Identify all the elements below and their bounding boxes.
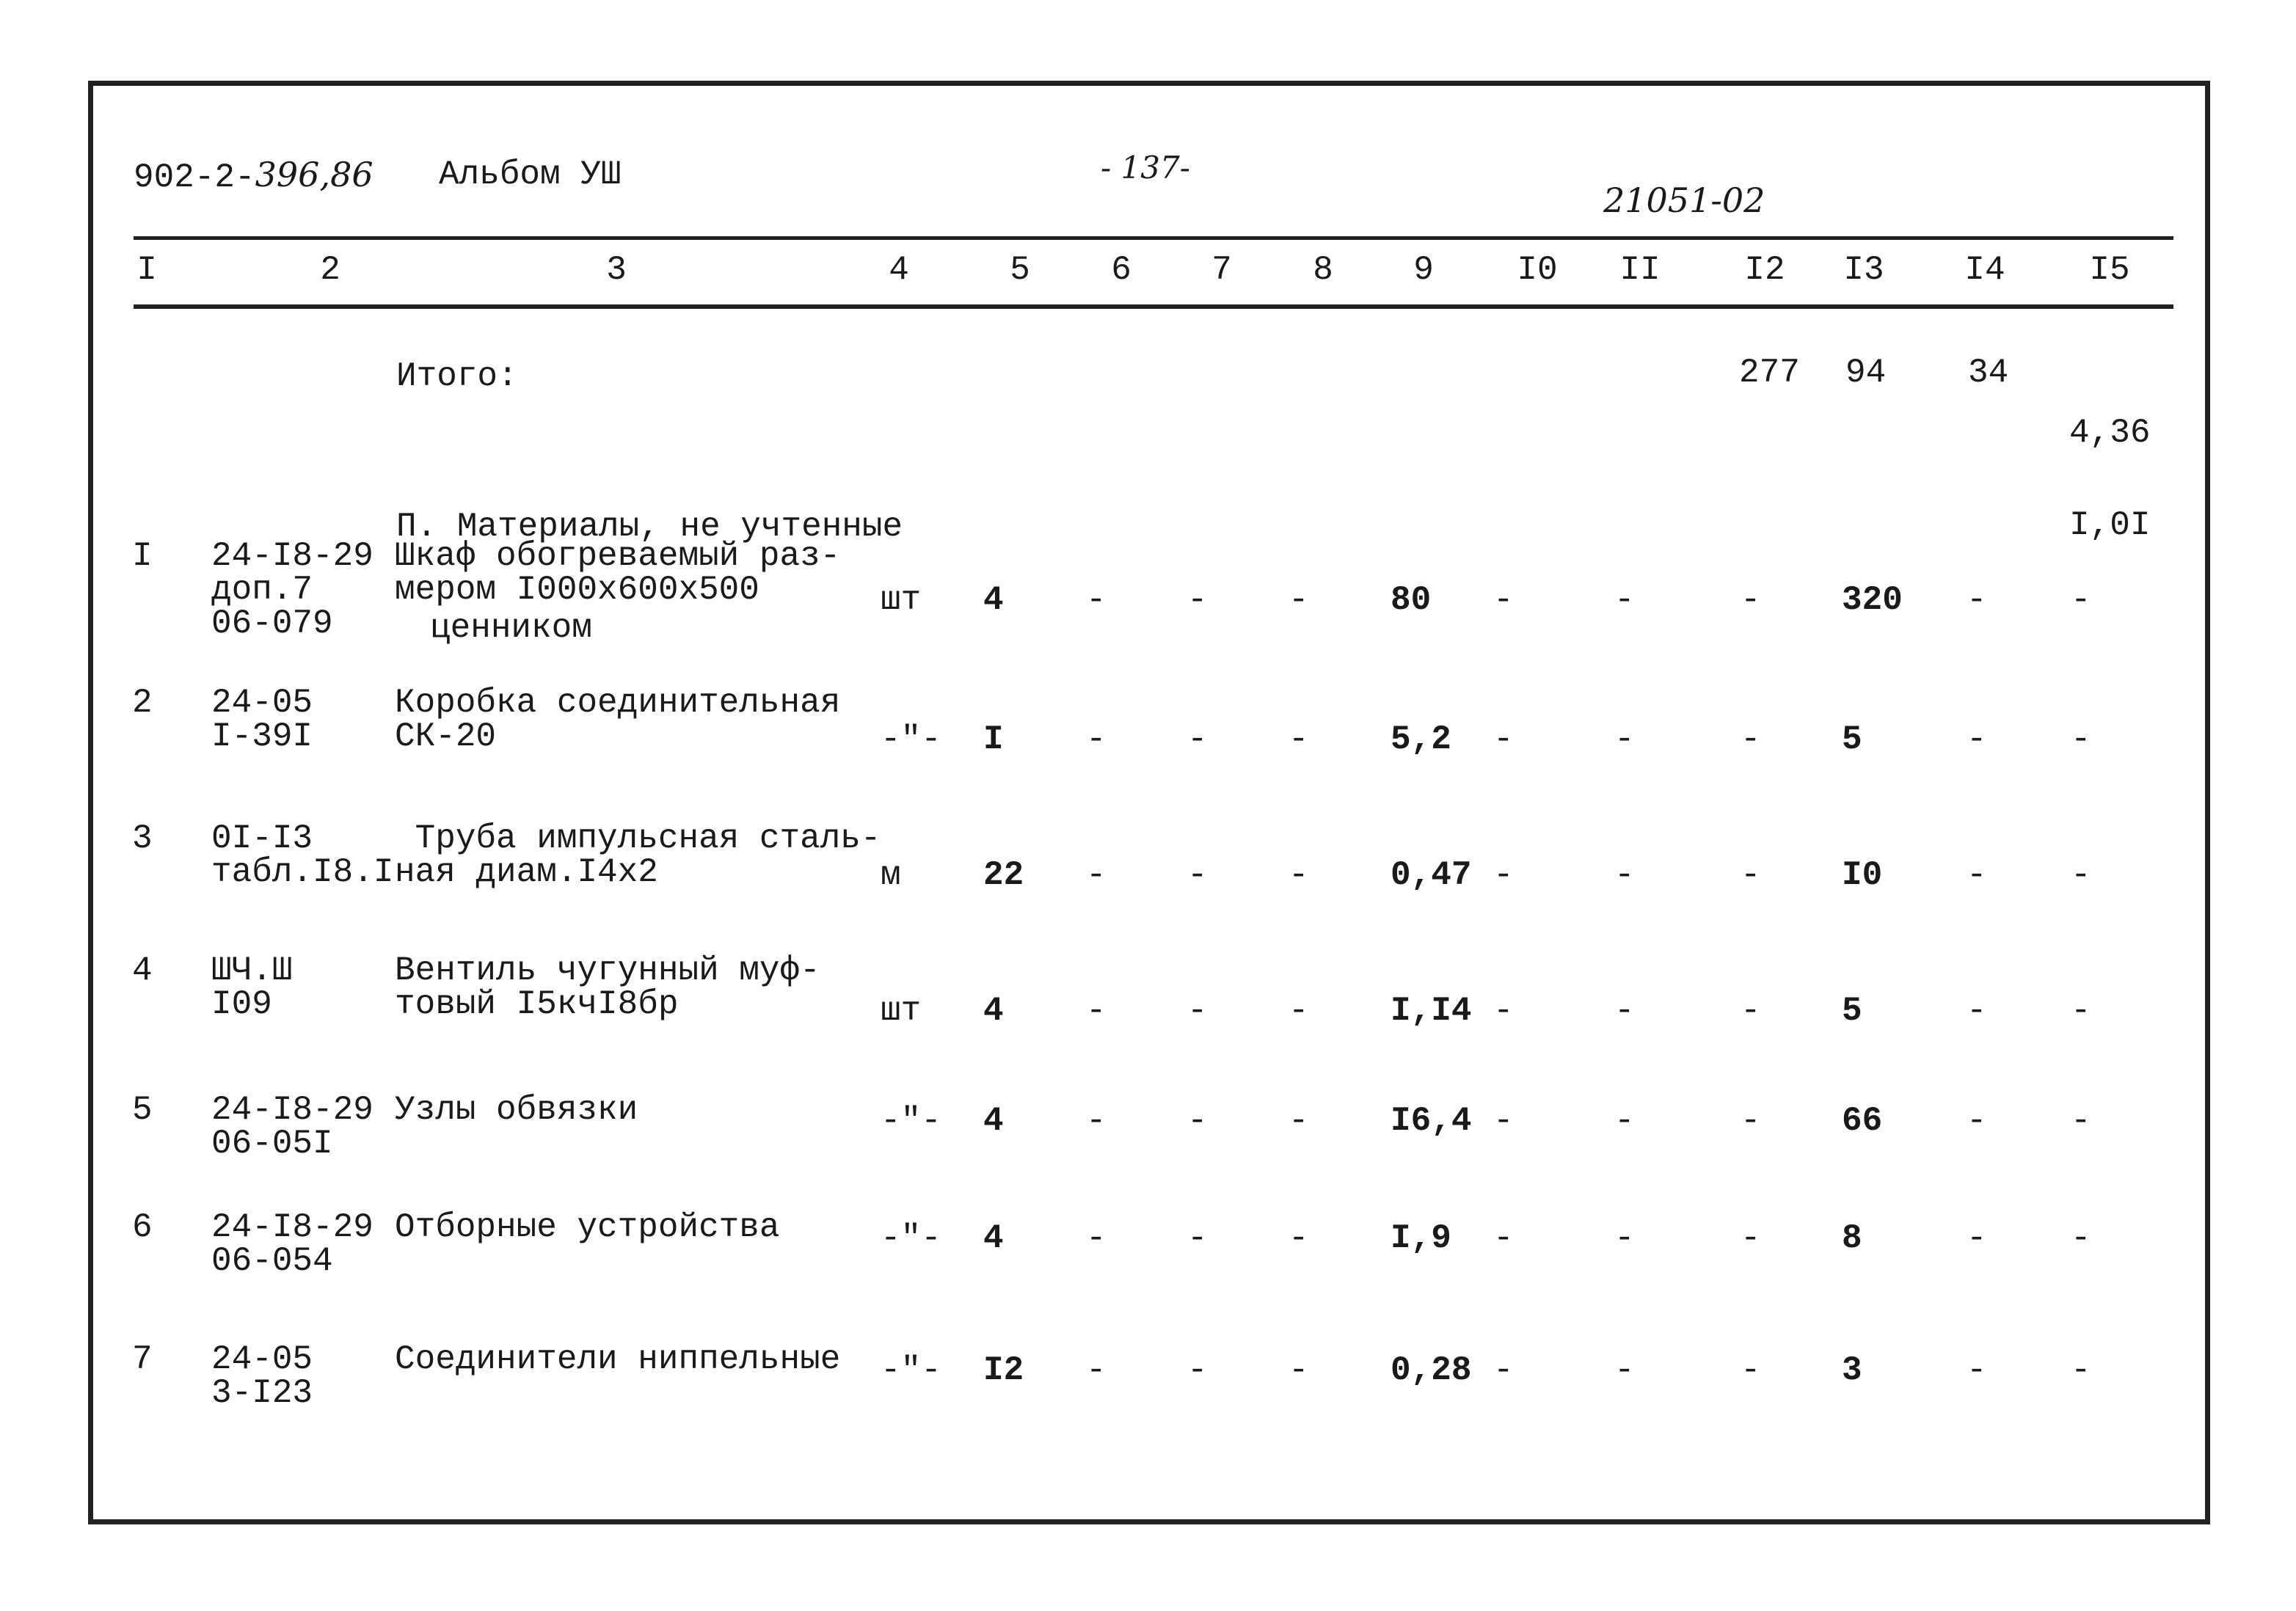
row-code-line: 24-05: [211, 1340, 313, 1378]
row-c11: -: [1614, 856, 1635, 894]
row-name: [395, 1093, 638, 1127]
row-number: 6: [132, 1208, 153, 1246]
row-code-line: 24-I8-29: [211, 537, 373, 575]
row-unit: -"-: [881, 1351, 941, 1389]
row-c13: 3: [1842, 1351, 1862, 1389]
row-c15: -: [2071, 992, 2091, 1030]
row-c7: -: [1187, 1219, 1208, 1257]
row-code: [211, 951, 293, 1023]
row-qty: I: [983, 720, 1004, 759]
document-code-prefix: 902-2-: [134, 158, 255, 197]
column-number: II: [1619, 251, 1661, 289]
row-unit: шт: [881, 992, 922, 1030]
row-c8: -: [1289, 720, 1309, 759]
row-code: [211, 819, 394, 891]
row-c9: I,9: [1391, 1219, 1451, 1257]
row-c12: -: [1741, 1351, 1761, 1389]
header-bottom-rule: [134, 304, 2173, 309]
row-number: 7: [132, 1340, 153, 1378]
row-c13: 8: [1842, 1219, 1862, 1257]
column-number: 6: [1111, 251, 1131, 289]
total-col14: 34: [1968, 354, 2009, 392]
row-c14: -: [1967, 720, 1987, 759]
row-c9: 0,28: [1391, 1351, 1472, 1389]
column-number: 4: [889, 251, 909, 289]
row-c12: -: [1741, 581, 1761, 619]
row-c7: -: [1187, 992, 1208, 1030]
total-label: Итого:: [396, 357, 518, 395]
row-code-line: 06-079: [211, 604, 333, 643]
row-name-line: Соединители ниппельные: [395, 1340, 841, 1378]
row-code-line: 24-I8-29: [211, 1091, 373, 1129]
column-number: I5: [2089, 251, 2130, 289]
header-top-rule: [134, 236, 2173, 240]
row-c12: -: [1741, 1219, 1761, 1257]
row-c6: -: [1086, 1351, 1107, 1389]
column-number: 7: [1211, 251, 1232, 289]
column-number: I4: [1964, 251, 2005, 289]
row-c11: -: [1614, 581, 1635, 619]
row-name: [395, 819, 881, 891]
section-heading-line1: П. Материалы, не учтенные: [396, 508, 903, 546]
row-qty: 4: [983, 1102, 1004, 1140]
row-unit: -"-: [881, 1219, 941, 1257]
row-c10: -: [1493, 581, 1514, 619]
row-code: [211, 1342, 313, 1410]
row-name: [395, 1342, 840, 1376]
row-code: [211, 1093, 373, 1161]
total-col15: [2069, 356, 2150, 571]
row-c6: -: [1086, 581, 1107, 619]
row-name-line: Шкаф обогреваемый раз-: [395, 537, 841, 575]
row-c15: -: [2071, 581, 2091, 619]
row-c14: -: [1967, 992, 1987, 1030]
row-qty: 22: [983, 856, 1024, 894]
row-c13: 320: [1842, 581, 1903, 619]
row-c8: -: [1289, 581, 1309, 619]
row-code-line: ШЧ.Ш: [211, 951, 293, 990]
row-c15: -: [2071, 1351, 2091, 1389]
row-qty: 4: [983, 1219, 1004, 1257]
row-code: [211, 537, 373, 643]
column-number: I0: [1517, 251, 1558, 289]
row-c12: -: [1741, 1102, 1761, 1140]
row-c14: -: [1967, 856, 1987, 894]
row-number: I: [132, 537, 153, 575]
row-c14: -: [1967, 1219, 1987, 1257]
total-col12: 277: [1739, 354, 1800, 392]
row-c10: -: [1493, 992, 1514, 1030]
row-code-line: табл.I8.I: [211, 853, 394, 891]
total-col13: 94: [1845, 354, 1887, 392]
column-number: 2: [320, 251, 340, 289]
row-code-line: I-39I: [211, 717, 313, 756]
row-unit: -"-: [881, 1102, 941, 1140]
row-code-line: 06-054: [211, 1242, 333, 1280]
row-name-line: мером I000x600x500: [395, 571, 759, 609]
row-code-line: I09: [211, 985, 272, 1023]
row-c7: -: [1187, 1102, 1208, 1140]
row-c10: -: [1493, 1102, 1514, 1140]
row-c14: -: [1967, 1102, 1987, 1140]
row-c7: -: [1187, 720, 1208, 759]
archive-stamp: 21051-02: [1603, 180, 1765, 220]
column-number: 5: [1010, 251, 1030, 289]
page-frame: [88, 81, 2210, 1524]
row-c15: -: [2071, 856, 2091, 894]
row-number: 2: [132, 684, 153, 722]
row-c11: -: [1614, 1219, 1635, 1257]
album-title: Альбом УШ: [439, 156, 622, 194]
row-code-line: 24-I8-29: [211, 1208, 373, 1246]
row-c7: -: [1187, 1351, 1208, 1389]
row-name-line: СК-20: [395, 717, 497, 756]
row-code-line: 3-I23: [211, 1374, 313, 1412]
row-code-line: 06-05I: [211, 1125, 333, 1163]
row-name: [395, 684, 841, 756]
row-c7: -: [1187, 856, 1208, 894]
row-name-line: Узлы обвязки: [395, 1091, 638, 1129]
column-number: I: [136, 251, 157, 289]
row-c12: -: [1741, 720, 1761, 759]
row-name-line: товый I5кчI8бр: [395, 985, 679, 1023]
row-c7: -: [1187, 581, 1208, 619]
row-name: [395, 539, 840, 607]
row-c13: 5: [1842, 720, 1862, 759]
row-c11: -: [1614, 992, 1635, 1030]
row-number: 4: [132, 951, 153, 990]
row-unit: шт: [881, 581, 922, 619]
row-c6: -: [1086, 856, 1107, 894]
row-number: 3: [132, 819, 153, 858]
row-c15: -: [2071, 1219, 2091, 1257]
row-name: [395, 1210, 780, 1244]
row-name-line: Труба импульсная сталь-: [395, 819, 881, 858]
row-c8: -: [1289, 1102, 1309, 1140]
row-c8: -: [1289, 856, 1309, 894]
row-c9: I,I4: [1391, 992, 1472, 1030]
row-qty: 4: [983, 992, 1004, 1030]
document-code: [134, 155, 373, 197]
row-unit: -"-: [881, 720, 941, 759]
row-c13: 5: [1842, 992, 1862, 1030]
row-c10: -: [1493, 720, 1514, 759]
row-c10: -: [1493, 856, 1514, 894]
document-code-handwritten: 396,86: [255, 155, 373, 194]
row-name-line: Коробка соединительная: [395, 684, 841, 722]
row-c15: -: [2071, 720, 2091, 759]
total-col15-line2: I,0I: [2069, 506, 2151, 544]
row-c6: -: [1086, 720, 1107, 759]
row-c13: I0: [1842, 856, 1883, 894]
row-c9: 5,2: [1391, 720, 1451, 759]
row-c8: -: [1289, 1351, 1309, 1389]
column-number: I2: [1744, 251, 1785, 289]
row-code: [211, 1210, 373, 1278]
row-c14: -: [1967, 1351, 1987, 1389]
row-name-line: Вентиль чугунный муф-: [395, 951, 820, 990]
row-unit: м: [881, 856, 901, 894]
row-name-line: Отборные устройства: [395, 1208, 780, 1246]
row-c6: -: [1086, 1102, 1107, 1140]
row-c12: -: [1741, 992, 1761, 1030]
row-c8: -: [1289, 992, 1309, 1030]
row-c14: -: [1967, 581, 1987, 619]
page-number: - 137-: [1101, 150, 1190, 186]
column-number: 9: [1413, 251, 1434, 289]
row-c15: -: [2071, 1102, 2091, 1140]
row-name: [395, 951, 820, 1023]
column-number: I3: [1843, 251, 1884, 289]
row-name-line: ная диам.I4x2: [395, 853, 658, 891]
row-c9: I6,4: [1391, 1102, 1472, 1140]
row-c6: -: [1086, 1219, 1107, 1257]
total-col15-line1: 4,36: [2069, 414, 2151, 452]
row-c6: -: [1086, 992, 1107, 1030]
row-c13: 66: [1842, 1102, 1883, 1140]
row-code-line: 0I-I3: [211, 819, 313, 858]
column-number: 8: [1313, 251, 1333, 289]
section-heading-line2: ценником: [430, 609, 592, 647]
row-c10: -: [1493, 1219, 1514, 1257]
row-c9: 0,47: [1391, 856, 1472, 894]
row-c12: -: [1741, 856, 1761, 894]
row-c8: -: [1289, 1219, 1309, 1257]
row-c9: 80: [1391, 581, 1432, 619]
column-number: 3: [606, 251, 627, 289]
row-code-line: 24-05: [211, 684, 313, 722]
row-number: 5: [132, 1091, 153, 1129]
row-c11: -: [1614, 720, 1635, 759]
row-code-line: доп.7: [211, 571, 313, 609]
row-qty: I2: [983, 1351, 1024, 1389]
row-code: [211, 684, 313, 756]
row-c11: -: [1614, 1102, 1635, 1140]
row-c10: -: [1493, 1351, 1514, 1389]
row-qty: 4: [983, 581, 1004, 619]
row-c11: -: [1614, 1351, 1635, 1389]
